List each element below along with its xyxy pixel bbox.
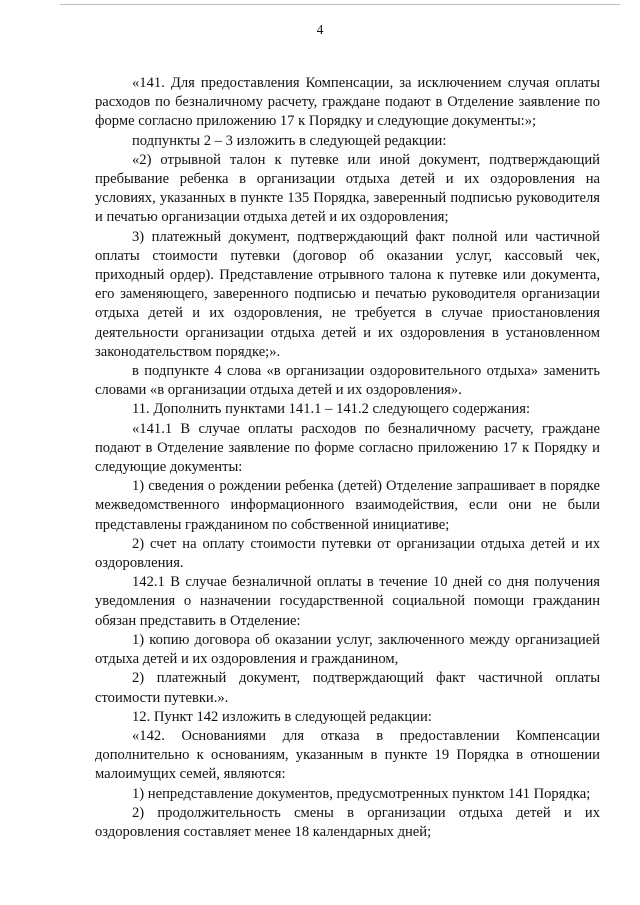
- paragraph-141-1-item-1: 1) сведения о рождении ребенка (детей) Отделение запрашивает в порядке межведомственного информационного взаимодействия, если они не были представлены гражданином по собственной инициативе;: [95, 478, 600, 533]
- paragraph-142-item-2: 2) продолжительность смены в организации отдыха детей и их оздоровления составляет менее 18 календарных дней;: [95, 804, 600, 840]
- top-border-line: [60, 4, 620, 5]
- paragraph-subpoint-4: в подпункте 4 слова «в организации оздоровительного отдыха» заменить словами «в организации отдыха детей и их оздоровления».: [95, 363, 600, 399]
- paragraph-141: «141. Для предоставления Компенсации, за исключением случая оплаты расходов по безналичному расчету, граждане подают в Отделение заявление по форме согласно приложению 17 к Порядку и следующие документы:»;: [95, 75, 600, 130]
- paragraph-142-1-item-1: 1) копию договора об оказании услуг, заключенного между организацией отдыха детей и их оздоровления и гражданином,: [95, 631, 600, 668]
- page-number: 4: [316, 22, 324, 37]
- document-body: [95, 74, 600, 842]
- paragraph-141-1-item-2: 2) счет на оплату стоимости путевки от организации отдыха детей и их оздоровления.: [95, 535, 600, 572]
- paragraph-subpoint-3: 3) платежный документ, подтверждающий факт полной или частичной оплаты стоимости путевки (договор об оказании услуг, кассовый чек, приходный ордер). Представление отрывного талона к путевке или документа, его заменяющего, заверенного подписью и печатью руководителя организации отдыха детей и их оздоровления, не требуется в случае приостановления деятельности организации отдыха детей и их оздоровления в установленном законодательством порядке;».: [95, 228, 600, 360]
- paragraph-142-1: 142.1 В случае безналичной оплаты в течение 10 дней со дня получения уведомления о назначении государственной социальной помощи гражданин обязан представить в Отделение:: [95, 574, 600, 629]
- paragraph-subpoints-intro: подпункты 2 – 3 изложить в следующей редакции:: [132, 132, 447, 149]
- paragraph-142-item-1: 1) непредставление документов, предусмотренных пунктом 141 Порядка;: [132, 785, 591, 802]
- paragraph-subpoint-2: «2) отрывной талон к путевке или иной документ, подтверждающий пребывание ребенка в организации отдыха детей и их оздоровления на условиях, указанных в пункте 135 Порядка, заверенный подписью руководителя и печатью организации отдыха детей и их оздоровления;: [95, 151, 600, 226]
- paragraph-142: «142. Основаниями для отказа в предоставлении Компенсации дополнительно к основаниям, указанным в пункте 19 Порядка в отношении малоимущих семей, являются:: [95, 727, 600, 783]
- paragraph-141-1: «141.1 В случае оплаты расходов по безналичному расчету, граждане подают в Отделение заявление по форме согласно приложению 17 к Порядку и следующие документы:: [95, 420, 600, 476]
- paragraph-142-1-item-2: 2) платежный документ, подтверждающий факт частичной оплаты стоимости путевки.».: [95, 670, 600, 706]
- paragraph-item-11: 11. Дополнить пунктами 141.1 – 141.2 следующего содержания:: [132, 401, 531, 418]
- paragraph-item-12: 12. Пункт 142 изложить в следующей редакции:: [132, 708, 432, 725]
